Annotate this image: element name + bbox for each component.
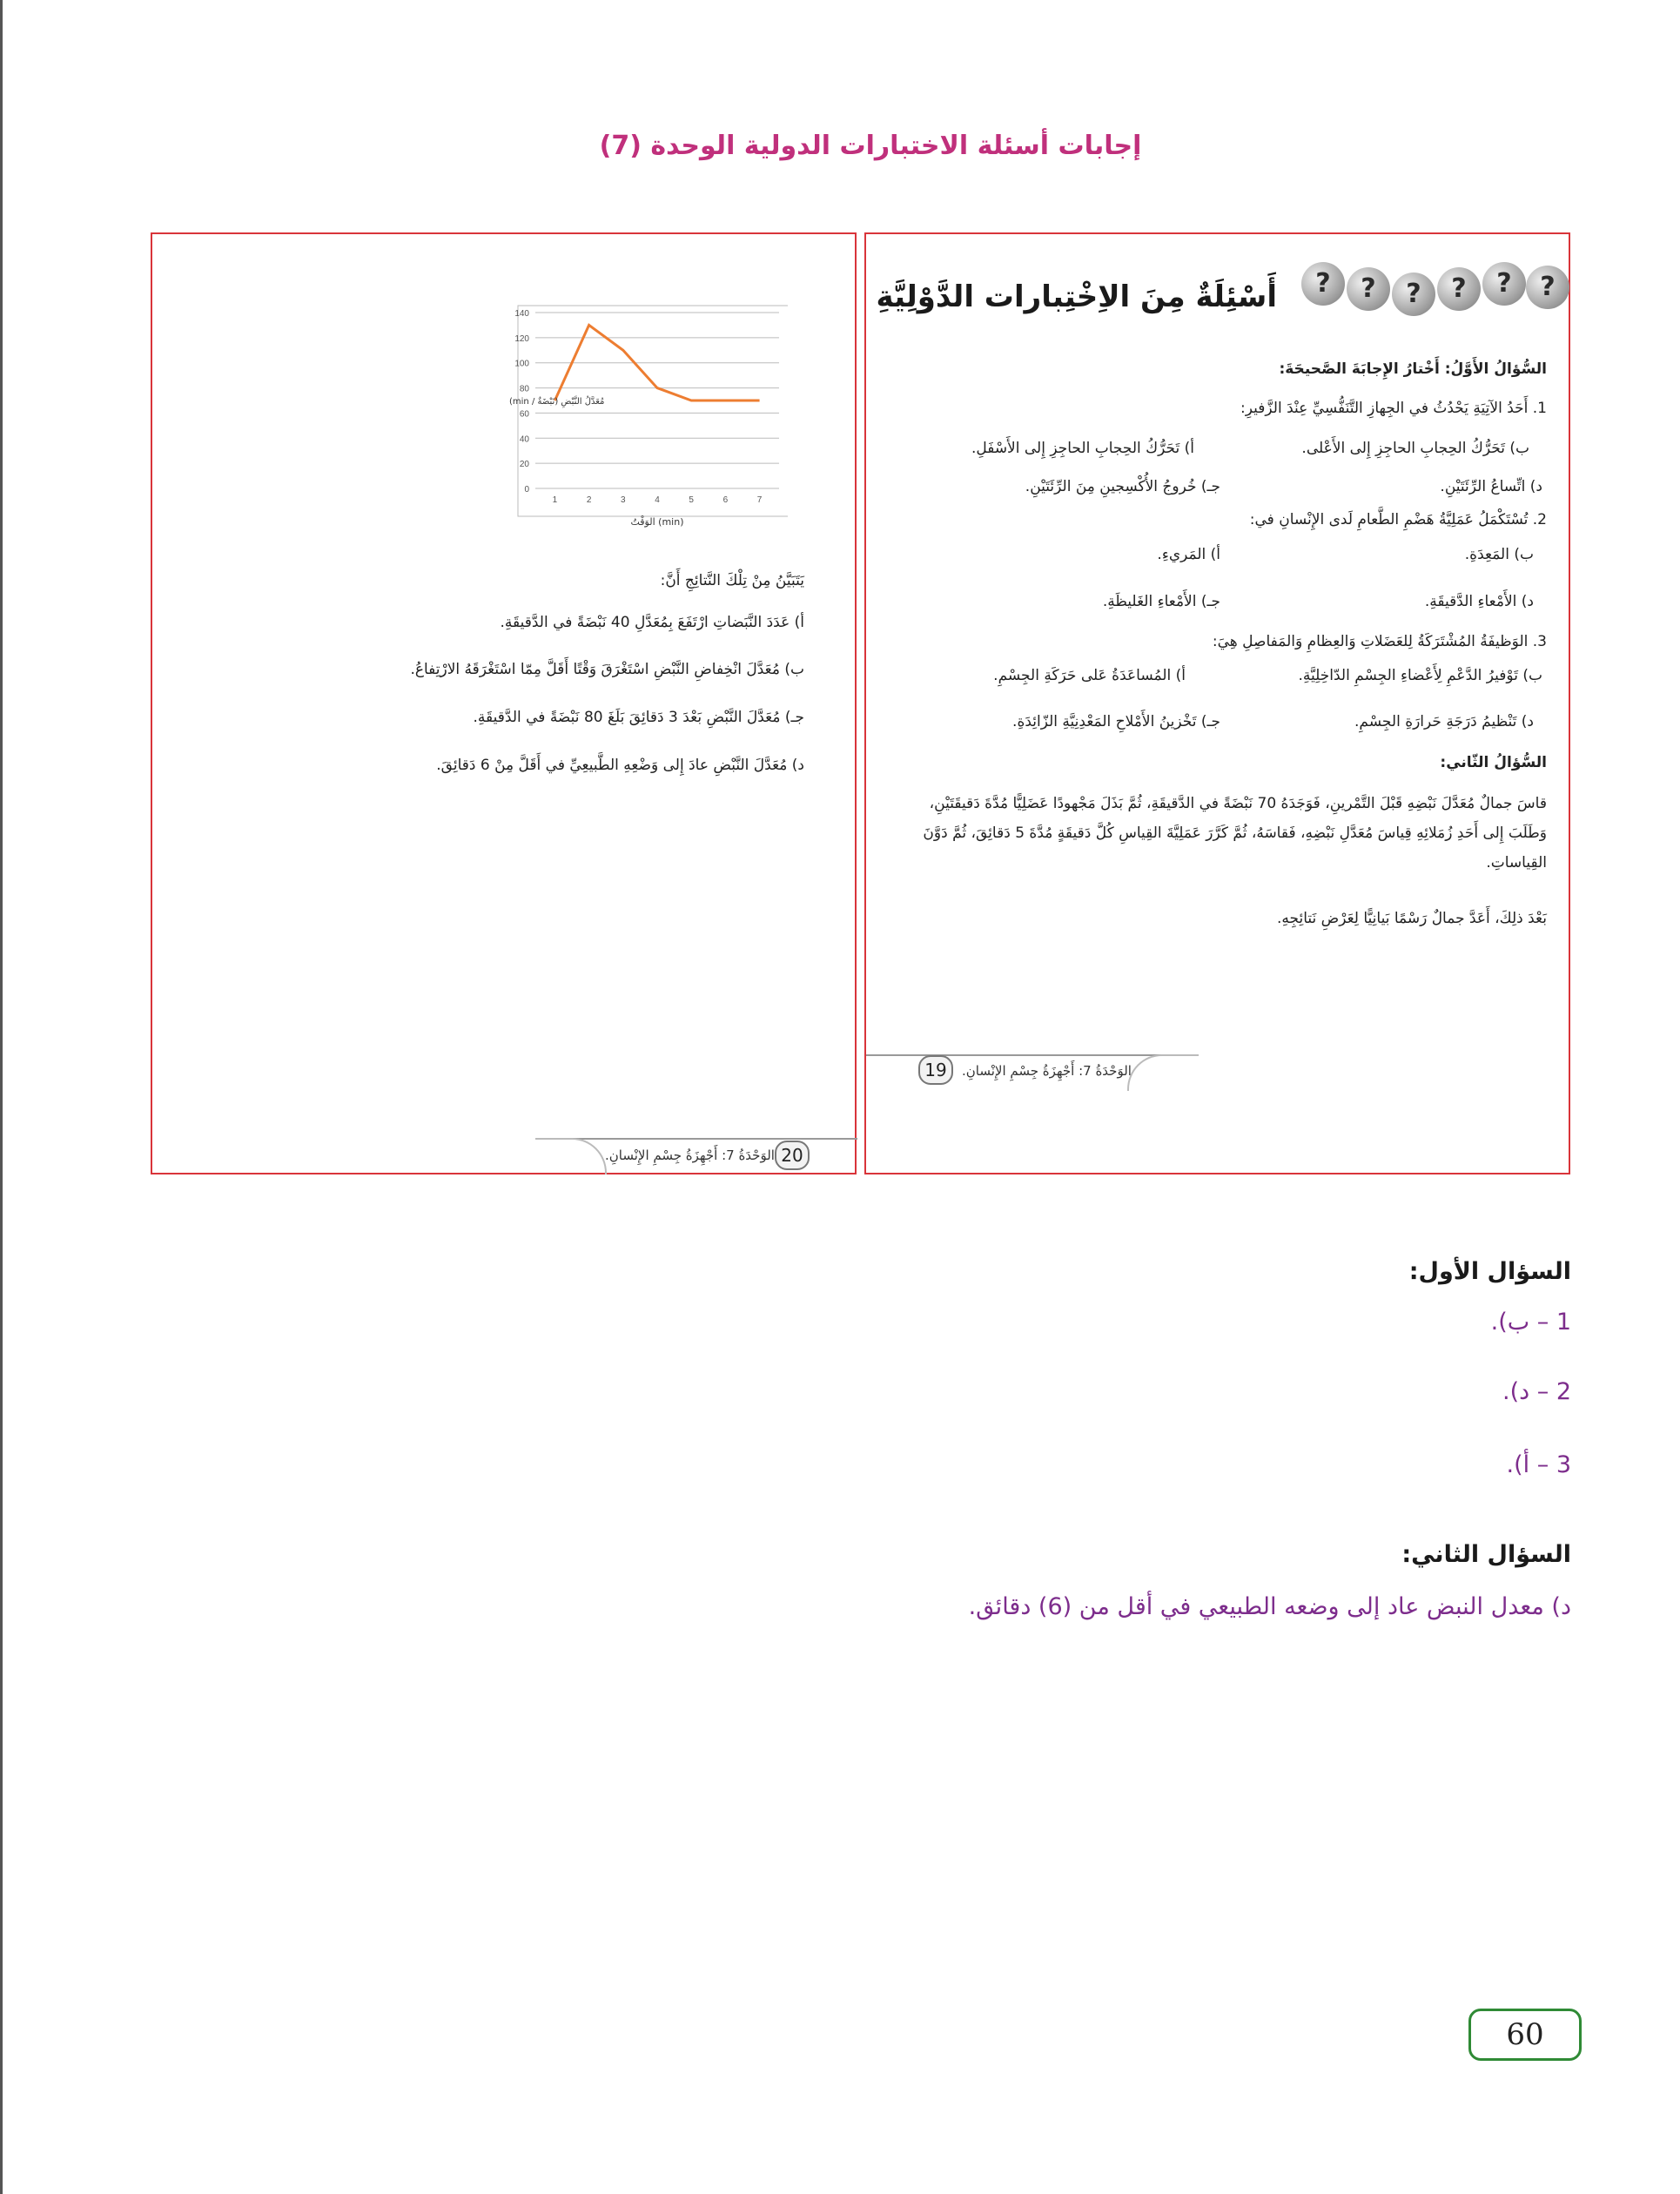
q1-2-option-c: جـ) الأَمْعاءِ الغَليظَةِ.	[1102, 593, 1220, 610]
result-option-c: جـ) مُعَدَّلَ النَّبْضِ بَعْدَ 3 دَقائِقَ بَلَغَ 80 نَبْضَةً في الدَّقيقَةِ.	[473, 709, 804, 726]
page-number: 60	[1468, 2009, 1582, 2061]
question-1-1: 1. أَحَدُ الآتِيَةِ يَحْدُثُ في الجِهازِ التَّنَفُّسِيِّ عِنْدَ الزَّفيرِ:	[1240, 400, 1547, 417]
question-2-text: قاسَ جمالٌ مُعَدَّلَ نَبْضِهِ قَبْلَ التَّمْرينِ، فَوَجَدَهُ 70 نَبْضَةً في الدَّقيقَةِ، ثُمَّ بَذَلَ مَجْهودًا عَضَلِيًّا مُدَّةَ دَقيقَتَيْنِ، وَطَلَبَ إِلى أَحَدِ زُمَلائِهِ قِياسَ مُعَدَّلِ نَبْضِهِ، فَقاسَهُ، ثُمَّ كَرَّرَ عَمَلِيَّةَ القِياسِ كُلَّ دَقيقَةٍ مُدَّةَ 5 دَقائِقَ، ثُمَّ دَوَّنَ القِياساتِ.	[923, 795, 1547, 872]
x-tick-label: 3	[621, 495, 626, 505]
x-axis-label: الوَقْتُ (min)	[630, 516, 684, 528]
y-tick-label: 100	[514, 359, 529, 369]
question-mark-icon: ?	[1347, 267, 1390, 311]
question-2-header: السُّؤالُ الثّاني:	[1440, 754, 1547, 771]
question-marks-decoration	[1301, 262, 1571, 314]
result-option-d: د) مُعَدَّلَ النَّبْضِ عادَ إِلى وَضْعِهِ الطَّبيعِيِّ في أَقَلَّ مِنْ 6 دَقائِقَ.	[436, 757, 804, 774]
q1-2-option-a: أ) المَريءِ.	[1157, 546, 1220, 563]
pulse-rate-chart-svg	[370, 304, 788, 582]
y-tick-label: 80	[519, 384, 529, 394]
y-axis-label: مُعَدَّلُ النَّبْضِ (نَبْضَةٌ / min)	[509, 397, 605, 407]
results-intro: يَتَبَيَّنُ مِنْ تِلْكَ النَّتائِجِ أَنَّ:	[660, 572, 804, 589]
y-tick-label: 20	[519, 460, 529, 470]
x-tick-label: 5	[689, 495, 694, 505]
textbook-page-20	[151, 232, 857, 1174]
question-1-3: 3. الوَظيفَةُ المُشْتَرَكَةُ لِلعَضَلاتِ وَالعِظامِ وَالمَفاصِلِ هِيَ:	[1212, 633, 1547, 650]
q1-2-option-b: ب) المَعِدَةِ.	[1464, 546, 1534, 563]
y-tick-label: 140	[514, 309, 529, 319]
question-mark-icon: ?	[1437, 267, 1481, 311]
x-tick-label: 6	[722, 495, 729, 505]
chart-frame	[518, 306, 788, 516]
q1-3-option-c: جـ) تَخْزينُ الأَمْلاحِ المَعْدِنِيَّةِ الزّائِدَةِ.	[1012, 713, 1220, 730]
q1-1-option-b: ب) تَحَرُّكُ الحِجابِ الحاجِزِ إِلى الأَعْلى.	[1301, 440, 1529, 457]
x-tick-label: 2	[586, 495, 592, 505]
footer-arc	[535, 1138, 607, 1174]
result-option-b: ب) مُعَدَّلَ انْخِفاضِ النَّبْضِ اسْتَغْرَقَ وَقْتًا أَقَلَّ مِمّا اسْتَغْرَقَهُ الارْتِفاعُ.	[410, 661, 804, 678]
footer-rule	[570, 1138, 857, 1140]
q1-3-option-d: د) تَنْظيمُ دَرَجَةِ حَرارَةِ الجِسْمِ.	[1354, 713, 1534, 730]
y-tick-label: 60	[519, 409, 529, 420]
question-mark-icon: ?	[1301, 262, 1345, 306]
answer-3: 3 – أ).	[1506, 1451, 1571, 1478]
question-mark-icon: ?	[1526, 266, 1569, 309]
y-tick-label: 120	[514, 333, 529, 344]
pulse-rate-chart	[370, 304, 788, 582]
question-2-text-2: بَعْدَ ذلِكَ، أَعَدَّ جمالٌ رَسْمًا بَيانِيًّا لِعَرْضِ نَتائِجِهِ.	[1276, 910, 1547, 927]
y-tick-label: 0	[524, 485, 529, 495]
x-tick-label: 4	[655, 495, 660, 505]
q1-1-option-a: أ) تَحَرُّكُ الحِجابِ الحاجِزِ إِلى الأَسْفَلِ.	[971, 440, 1194, 457]
y-tick-label: 40	[519, 434, 529, 445]
page-number-19: 19	[918, 1055, 953, 1085]
x-tick-label: 7	[756, 495, 763, 505]
x-tick-label: 1	[552, 495, 558, 505]
result-option-a: أ) عَدَدَ النَّبَضاتِ ارْتَفَعَ بِمُعَدَّلِ 40 نَبْضَةً في الدَّقيقَةِ.	[500, 614, 804, 631]
question-mark-icon: ?	[1392, 273, 1435, 316]
unit-footer: الوَحْدَةُ 7: أَجْهِزَةُ جِسْمِ الإِنْسانِ.	[962, 1063, 1132, 1079]
q1-1-option-d: د) اتِّساعُ الرِّئَتَيْنِ.	[1440, 478, 1542, 495]
exam-section-title: أَسْئِلَةٌ مِنَ الاِخْتِبارات الدَّوْلِيَّةِ	[876, 279, 1277, 314]
q1-2-option-d: د) الأَمْعاءِ الدَّقيقَةِ.	[1424, 593, 1534, 610]
question-1-2: 2. تُسْتَكْمَلُ عَمَلِيَّةُ هَضْمِ الطَّعامِ لَدى الإِنْسانِ في:	[1249, 511, 1547, 528]
answers-question-2-header: السؤال الثاني:	[1401, 1541, 1571, 1568]
footer-arc	[1127, 1054, 1199, 1091]
answer-1: 1 – ب).	[1490, 1309, 1571, 1336]
answer-question-2: د) معدل النبض عاد إلى وضعه الطبيعي في أقل من (6) دقائق.	[968, 1593, 1571, 1620]
page-edge-rule	[0, 0, 3, 2194]
question-1-header: السُّؤالُ الأَوَّلُ: أَخْتارُ الإِجابَةَ الصَّحيحَةَ:	[1279, 360, 1547, 378]
answer-2: 2 – د).	[1502, 1378, 1571, 1405]
page-number-20: 20	[775, 1141, 810, 1170]
q1-1-option-c: جـ) خُروجُ الأُكْسِجينِ مِنَ الرِّئَتَيْنِ.	[1025, 478, 1220, 495]
textbook-page-19	[864, 232, 1570, 1174]
unit-footer: الوَحْدَةُ 7: أَجْهِزَةُ جِسْمِ الإِنْسانِ.	[605, 1147, 775, 1163]
question-mark-icon: ?	[1482, 262, 1526, 306]
page-heading: إجابات أسئلة الاختبارات الدولية الوحدة (7)	[599, 131, 1142, 161]
answers-question-1-header: السؤال الأول:	[1408, 1258, 1571, 1285]
footer-rule	[866, 1054, 1179, 1056]
q1-3-option-b: ب) تَوْفيرُ الدَّعْمِ لِأَعْضاءِ الجِسْمِ الدّاخِلِيَّةِ.	[1298, 667, 1542, 684]
q1-3-option-a: أ) المُساعَدَةُ عَلى حَرَكَةِ الجِسْمِ.	[993, 667, 1186, 684]
